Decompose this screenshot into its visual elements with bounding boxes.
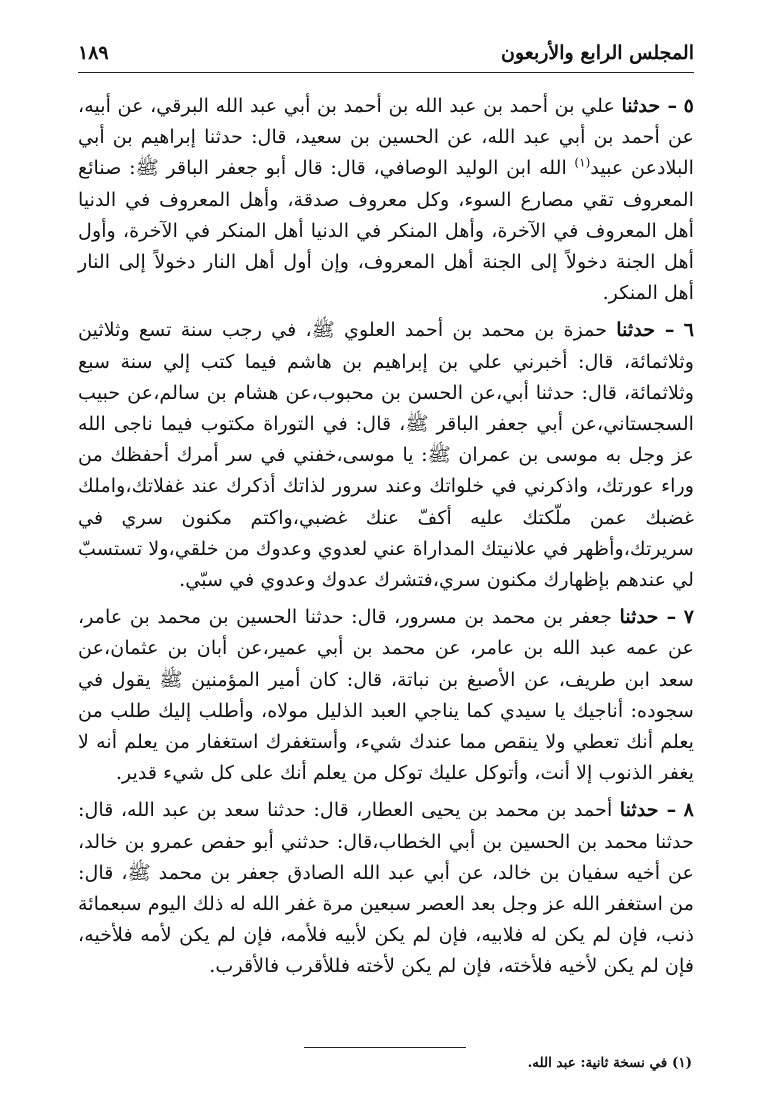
footnote	[76, 1055, 692, 1071]
hadith-paragraph: ٦ – حدثنا حمزة بن محمد بن أحمد العلوي ﷺ، في رجب سنة تسع وثلاثين وثلاثمائة، قال: أخبرني علي بن إبراهيم بن هاشم فيما كتب إلي سنة سبع وثلاثمائة، قال: حدثنا أبي،عن الحسن بن محبوب،عن هشام بن سالم،عن حبيب السجستاني،عن أبي جعفر الباقر ﷺ، قال: في التوراة مكتوب فيما ناجى الله عز وجل به موسى بن عمران ﷺ: يا موسى،خفني في سر أمرك أحفظك من وراء عورتك، واذكرني في خلواتك وعند سرور لذاتك أذكرك عند غفلاتك،واملك غضبك عمن ملّكتك عليه أكفّ عنك غضبي،واكتم مكنون سري في سريرتك،وأظهر في علانيتك المداراة عني لعدوي وعدوك من خلقي،ولا تستسبّ لي عندهم بإظهارك مكنون سري،فتشرك عدوك وعدوي في سبّي.	[78, 318, 694, 592]
hadith-lead-word: حدثنا	[619, 605, 659, 629]
running-header	[78, 40, 694, 73]
hadith-number: ٥	[683, 94, 694, 117]
chapter-title: المجلس الرابع والأربعون	[501, 42, 694, 64]
hadith-paragraph: ٨ – حدثنا أحمد بن محمد بن يحيى العطار، قال: حدثنا سعد بن عبد الله، قال: حدثنا محمد بن الحسين بن أبي الخطاب،قال: حدثني أبو حفص عمرو بن خالد، عن أخيه سفيان بن خالد، عن أبي عبد الله الصادق جعفر بن محمد ﷺ، قال: من استغفر الله عز وجل بعد العصر سبعين مرة غفر الله له ذلك اليوم سبعمائة ذنب، فإن لم يكن له فلابيه، فإن لم يكن لأبيه فلأمه، فإن لم يكن لأمه فلأخيه، فإن لم يكن لأخيه فلأخته، فإن لم يكن لأخته فللأقرب فالأقرب.	[78, 798, 694, 978]
hadith-number: ٧	[683, 605, 695, 629]
footnote-marker: (١)	[671, 1055, 692, 1071]
main-text	[78, 90, 694, 988]
hadith-lead-word: حدثنا	[621, 94, 661, 117]
hadith-number: ٨	[683, 798, 694, 822]
hadith-text-continued: الله ابن الوليد الوصافي، قال: قال أبو جعفر الباقر ﷺ: صنائع المعروف تقي مصارع السوء، وكل معروف صدقة، وأهل المعروف في الدنيا أهل المعروف في الآخرة، وأهل المنكر في الدنيا أهل المنكر في الآخرة، وأول أهل الجنة دخولاً إلى الجنة أهل المعروف، وإن أول أهل النار دخولاً إلى النار أهل المنكر.	[78, 156, 694, 305]
page-number: ١٨٩	[78, 42, 109, 64]
hadith-text: أحمد بن محمد بن يحيى العطار، قال: حدثنا سعد بن عبد الله، قال: حدثنا محمد بن الحسين بن أبي الخطاب،قال: حدثني أبو حفص عمرو بن خالد، عن أخيه سفيان بن خالد، عن أبي عبد الله الصادق جعفر بن محمد ﷺ، قال: من استغفر الله عز وجل بعد العصر سبعين مرة غفر الله له ذلك اليوم سبعمائة ذنب، فإن لم يكن له فلابيه، فإن لم يكن لأبيه فلأمه، فإن لم يكن لأمه فلأخيه، فإن لم يكن لأخيه فلأخته، فإن لم يكن لأخته فللأقرب فالأقرب.	[78, 798, 694, 978]
footnote-reference[interactable]: (١)	[574, 156, 591, 171]
hadith-text: علي بن أحمد بن عبد الله بن أحمد بن أبي عبد الله البرقي، عن أبيه، عن أحمد بن أبي عبد الله، عن الحسين بن سعيد، قال: حدثنا إبراهيم بن أبي البلادعن عبيد	[78, 94, 694, 180]
hadith-number: ٦	[683, 318, 694, 342]
hadith-paragraph: ٥ – حدثنا علي بن أحمد بن عبد الله بن أحمد بن أبي عبد الله البرقي، عن أبيه، عن أحمد بن أبي عبد الله، عن الحسين بن سعيد، قال: حدثنا إبراهيم بن أبي البلادعن عبيد$^{(١)}$ الله ابن الوليد الوصافي، قال: قال أبو جعفر الباقر ﷺ: صنائع المعروف تقي مصارع السوء، وكل معروف صدقة، وأهل المعروف في الدنيا أهل المعروف في الآخرة، وأهل المنكر في الدنيا أهل المنكر في الآخرة، وأول أهل الجنة دخولاً إلى الجنة أهل المعروف، وإن أول أهل النار دخولاً إلى النار أهل المنكر.	[78, 94, 694, 305]
hadith-text: جعفر بن محمد بن مسرور، قال: حدثنا الحسين بن محمد بن عامر، عن عمه عبد الله بن عامر، عن محمد بن أبي عمير،عن أبان بن عثمان،عن سعد ابن طريف، عن الأصبغ بن نباتة، قال: كان أمير المؤمنين ﷺ يقول في سجوده: أناجيك يا سيدي كما يناجي العبد الذليل مولاه، وأطلب إليك طلب من يعلم أنك تعطي ولا ينقص مما عندك شيء، وأستغفرك استغفار من يعلم أنه لا يغفر الذنوب إلا أنت، وأتوكل عليك توكل من يعلم أنك على كل شيء قدير.	[78, 605, 694, 785]
hadith-lead-word: حدثنا	[619, 798, 659, 822]
hadith-lead-word: حدثنا	[616, 318, 656, 342]
footnote-divider	[304, 1047, 466, 1048]
footnote-text: في نسخة ثانية: عبد الله.	[527, 1055, 668, 1071]
hadith-paragraph: ٧ – حدثنا جعفر بن محمد بن مسرور، قال: حدثنا الحسين بن محمد بن عامر، عن عمه عبد الله بن عامر، عن محمد بن أبي عمير،عن أبان بن عثمان،عن سعد ابن طريف، عن الأصبغ بن نباتة، قال: كان أمير المؤمنين ﷺ يقول في سجوده: أناجيك يا سيدي كما يناجي العبد الذليل مولاه، وأطلب إليك طلب من يعلم أنك تعطي ولا ينقص مما عندك شيء، وأستغفرك استغفار من يعلم أنه لا يغفر الذنوب إلا أنت، وأتوكل عليك توكل من يعلم أنك على كل شيء قدير.	[78, 605, 695, 785]
hadith-text: حمزة بن محمد بن أحمد العلوي ﷺ، في رجب سنة تسع وثلاثين وثلاثمائة، قال: أخبرني علي بن إبراهيم بن هاشم فيما كتب إلي سنة سبع وثلاثمائة، قال: حدثنا أبي،عن الحسن بن محبوب،عن هشام بن سالم،عن حبيب السجستاني،عن أبي جعفر الباقر ﷺ، قال: في التوراة مكتوب فيما ناجى الله عز وجل به موسى بن عمران ﷺ: يا موسى،خفني في سر أمرك أحفظك من وراء عورتك، واذكرني في خلواتك وعند سرور لذاتك أذكرك عند غفلاتك،واملك غضبك عمن ملّكتك عليه أكفّ عنك غضبي،واكتم مكنون سري في سريرتك،وأظهر في علانيتك المداراة عني لعدوي وعدوك من خلقي،ولا تستسبّ لي عندهم بإظهارك مكنون سري،فتشرك عدوك وعدوي في سبّي.	[78, 318, 694, 592]
